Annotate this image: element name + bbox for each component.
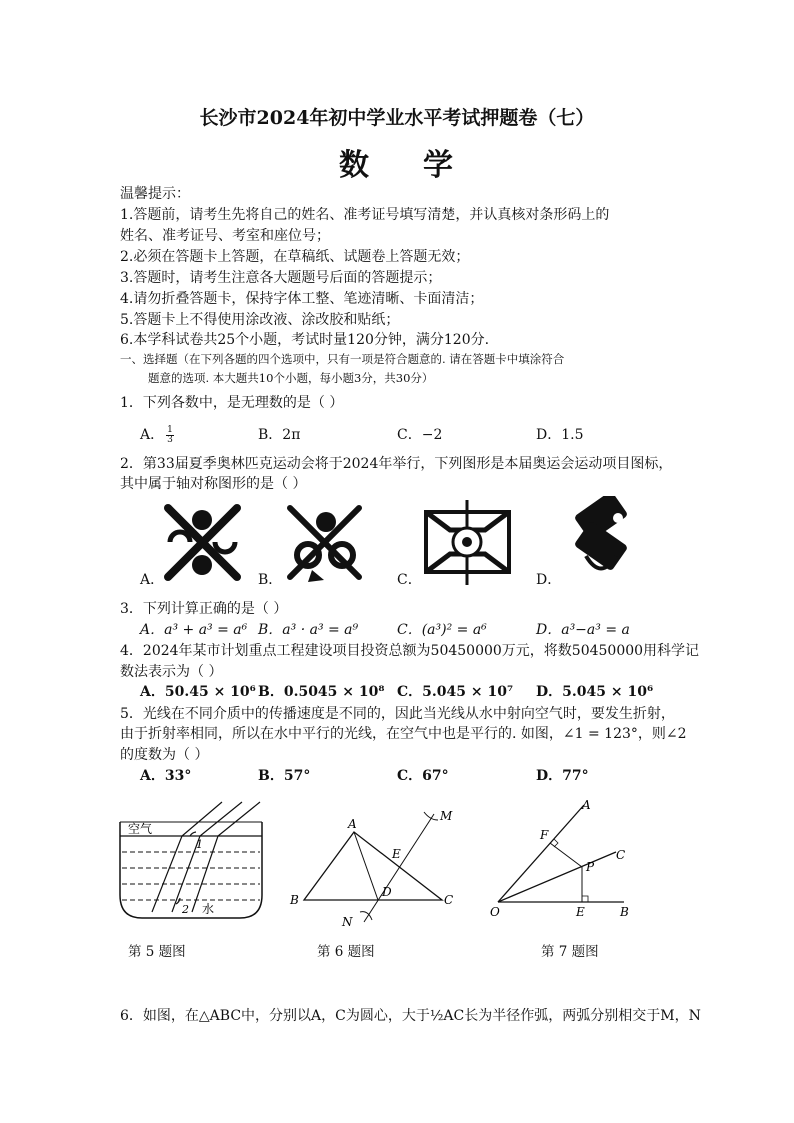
q2-option-c: C． [397, 572, 422, 588]
figure-7 [484, 795, 644, 925]
bisector-mn [364, 814, 434, 922]
q5-option-b: B．57° [258, 768, 311, 784]
point-o-label: O [490, 905, 500, 919]
q3-option-b: B．a³ · a³ = a⁹ [258, 622, 359, 638]
section-heading-1: 一、选择题（在下列各题的四个选项中，只有一项是符合题意的. 请在答题卡中填涂符合 [120, 352, 565, 366]
q4-option-c: C．5.045 × 10⁷ [397, 684, 514, 700]
figure-5-caption: 第 5 题图 [128, 944, 186, 960]
q2-icon-a [160, 500, 245, 585]
q1-option-d: D．1.5 [536, 427, 584, 443]
tip-line: 姓名、准考证号、考室和座位号； [120, 228, 330, 244]
point-p-label: P [586, 860, 595, 874]
tip-line: 5.答题卡上不得使用涂改液、涂改胶和贴纸； [120, 312, 400, 328]
light-ray-2 [172, 802, 242, 912]
q1-option-a [140, 424, 174, 445]
q5-stem-2: 由于折射率相同，所以在水中平行的光线，在空气中也是平行的. 如图，∠1 = 123°，则∠2 [120, 726, 687, 742]
q6-stem: 6．如图，在△ABC中，分别以A，C为圆心，大于½AC长为半径作弧，两弧分别相交于M，N [120, 1008, 701, 1024]
tip-line: 2.必须在答题卡上答题，在草稿纸、试题卷上答题无效； [120, 249, 470, 265]
subject-char-2: 学 [423, 148, 455, 183]
light-ray-1 [152, 802, 222, 912]
point-a-label: A [348, 817, 357, 831]
q5-stem-1: 5．光线在不同介质中的传播速度是不同的，因此当光线从水中射向空气时，要发生折射， [120, 706, 675, 722]
arc-m [424, 812, 438, 820]
q1-option-c: C．−2 [397, 427, 443, 443]
q2-option-a: A． [140, 572, 165, 588]
figure-6 [284, 800, 464, 932]
q5-stem-3: 的度数为（ ） [120, 747, 209, 763]
q5-option-c: C．67° [397, 768, 449, 784]
q2-icon-d [558, 496, 643, 586]
figure-6-caption: 第 6 题图 [317, 944, 375, 960]
point-d-label: D [382, 885, 392, 899]
figure-7-caption: 第 7 题图 [541, 944, 599, 960]
q2-icon-b [282, 500, 367, 585]
q4-stem-1: 4．2024年某市计划重点工程建设项目投资总额为50450000万元，将数50450000用科学记 [120, 643, 700, 659]
air-label: 空气 [128, 822, 153, 836]
point-n-label: N [342, 915, 353, 929]
point-a-label: A [582, 798, 591, 812]
point-f-label: F [540, 828, 549, 842]
section-heading-2: 题意的选项. 本大题共10个小题，每小题3分，共30分） [148, 371, 434, 385]
q3-option-a: A．a³ + a³ = a⁶ [140, 622, 248, 638]
q5-option-a: A．33° [140, 768, 192, 784]
point-c-label: C [616, 848, 626, 862]
q1-option-a-fraction [166, 426, 174, 445]
q2-stem-2: 其中属于轴对称图形的是（ ） [120, 476, 307, 492]
q1-stem: 1．下列各数中，是无理数的是（ ） [120, 395, 344, 411]
point-m-label: M [440, 809, 453, 823]
figure-5 [112, 800, 272, 930]
q3-stem: 3．下列计算正确的是（ ） [120, 601, 288, 617]
right-angle-f [554, 839, 558, 847]
triangle-abc [304, 832, 442, 900]
angle-2-label: 2 [182, 903, 189, 916]
page-title: 长沙市2024年初中学业水平考试押题卷（七） [199, 107, 595, 129]
subject-heading [0, 140, 794, 184]
q4-stem-2: 数法表示为（ ） [120, 664, 223, 680]
q4-option-b: B．0.5045 × 10⁸ [258, 684, 385, 700]
q2-option-b: B． [258, 572, 283, 588]
tip-line: 6.本学科试卷共25个小题，考试时量120分钟，满分120分. [120, 332, 490, 348]
right-angle-e [582, 896, 588, 902]
q1-option-b: B．2π [258, 427, 301, 443]
q2-icon-c [420, 500, 515, 585]
q3-option-c: C．(a³)² = a⁶ [397, 622, 487, 638]
ray-oa [498, 805, 584, 902]
tip-line: 4.请勿折叠答题卡，保持字体工整、笔迹清晰、卡面清洁； [120, 291, 484, 307]
point-c-label: C [444, 893, 454, 907]
point-e-label: E [576, 905, 585, 919]
q5-option-d: D．77° [536, 768, 589, 784]
point-b-label: B [620, 905, 629, 919]
q4-option-a: A．50.45 × 10⁶ [140, 684, 256, 700]
tip-line: 1.答题前，请考生先将自己的姓名、准考证号填写清楚，并认真核对条形码上的 [120, 207, 610, 223]
q2-option-d: D． [536, 572, 562, 588]
point-e-label: E [392, 847, 401, 861]
angle-1-label: 1 [196, 838, 203, 851]
segment-ad [354, 832, 378, 900]
q1-option-a-label: A． [140, 427, 165, 443]
subject-char-1: 数 [339, 148, 371, 183]
tips-heading: 温馨提示： [120, 186, 190, 202]
q3-option-d: D．a³−a³ = a [536, 622, 630, 638]
point-b-label: B [290, 893, 299, 907]
fraction-denominator: 3 [167, 434, 173, 445]
ray-oc [498, 852, 616, 902]
q2-stem-1: 2．第33届夏季奥林匹克运动会将于2024年举行，下列图形是本届奥运会运动项目图标， [120, 456, 673, 472]
fraction-numerator: 1 [167, 424, 173, 435]
water-label: 水 [202, 902, 215, 916]
tip-line: 3.答题时，请考生注意各大题题号后面的答题提示； [120, 270, 442, 286]
q4-option-d: D．5.045 × 10⁶ [536, 684, 654, 700]
